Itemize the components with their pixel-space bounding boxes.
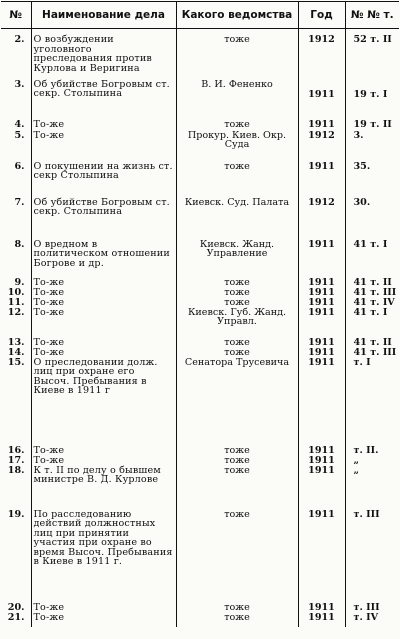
volume: 19 т. II — [345, 120, 399, 131]
year: 1911 — [298, 156, 345, 192]
volume: 41 т. III — [345, 288, 399, 298]
volume: „ — [345, 466, 399, 504]
department: тоже — [176, 120, 298, 131]
year: 1911 — [298, 288, 345, 298]
table-row — [1, 272, 399, 288]
table-row — [1, 80, 399, 120]
volume: т. III — [345, 504, 399, 603]
row-number: 10. — [7, 286, 25, 298]
department: Киевск. Губ. Жанд. Управл. — [176, 308, 298, 338]
case-list-table — [1, 1, 399, 627]
header-row — [1, 2, 399, 29]
case-title: О преследовании долж. лиц при охране его Высоч. Пребывания в Киеве в 1911 г — [31, 358, 176, 446]
row-number: 15. — [7, 356, 25, 368]
table-row — [1, 29, 399, 80]
case-title: О вредном в политическом отношении Богрове и др. — [31, 234, 176, 272]
department: тоже — [176, 288, 298, 298]
row-number: 20. — [7, 601, 25, 613]
volume: т. I — [345, 358, 399, 446]
table-row — [1, 308, 399, 338]
volume: 41 т. III — [345, 348, 399, 358]
header-name: Наименование дела — [31, 2, 176, 29]
row-number: 19. — [7, 508, 25, 520]
table-row — [1, 603, 399, 613]
year: 1911 — [298, 272, 345, 288]
table-row — [1, 298, 399, 308]
table-row — [1, 466, 399, 504]
department: Киевск. Суд. Палата — [176, 192, 298, 234]
volume: т. II. — [345, 446, 399, 456]
row-number: 7. — [14, 196, 25, 208]
department: Сенатора Трусевича — [176, 358, 298, 446]
row-number: 4. — [14, 118, 25, 130]
year: 1911 — [298, 348, 345, 358]
department: тоже — [176, 603, 298, 613]
year: 1911 — [298, 298, 345, 308]
department: тоже — [176, 446, 298, 456]
volume: 35. — [345, 156, 399, 192]
row-number: 18. — [7, 464, 25, 476]
year: 1912 — [298, 192, 345, 234]
table-row — [1, 192, 399, 234]
year: 1911 — [298, 80, 345, 120]
case-title: То-же — [31, 338, 176, 348]
department: тоже — [176, 298, 298, 308]
volume: т. IV — [345, 613, 399, 627]
department: тоже — [176, 156, 298, 192]
case-rows — [1, 29, 399, 627]
case-title: То-же — [31, 603, 176, 613]
year: 1912 — [298, 29, 345, 80]
department: тоже — [176, 338, 298, 348]
table-row — [1, 131, 399, 156]
department: тоже — [176, 466, 298, 504]
volume: 19 т. I — [345, 80, 399, 120]
row-number: 17. — [7, 454, 25, 466]
case-title: То-же — [31, 348, 176, 358]
year: 1911 — [298, 234, 345, 272]
volume: 30. — [345, 192, 399, 234]
volume: 41 т. IV — [345, 298, 399, 308]
department: тоже — [176, 613, 298, 627]
case-title: Об убийстве Богровым ст. секр. Столыпина — [31, 192, 176, 234]
volume: 41 т. II — [345, 338, 399, 348]
table-row — [1, 358, 399, 446]
table-row — [1, 120, 399, 131]
volume: „ — [345, 456, 399, 466]
row-number: 9. — [14, 276, 25, 288]
year: 1911 — [298, 120, 345, 131]
year: 1911 — [298, 504, 345, 603]
department: тоже — [176, 504, 298, 603]
case-title: О возбуждении уголовного преследования против Курлова и Веригина — [31, 29, 176, 80]
case-title: То-же — [31, 613, 176, 627]
volume: 41 т. II — [345, 272, 399, 288]
year: 1911 — [298, 446, 345, 456]
case-title: То-же — [31, 120, 176, 131]
case-title: То-же — [31, 308, 176, 338]
year: 1911 — [298, 613, 345, 627]
row-number: 12. — [7, 306, 25, 318]
header-year: Год — [298, 2, 345, 29]
department: Прокур. Киев. Окр. Суда — [176, 131, 298, 156]
table-row — [1, 348, 399, 358]
row-number: 3. — [14, 78, 25, 90]
row-number: 11. — [7, 296, 25, 308]
year: 1911 — [298, 338, 345, 348]
case-title: По расследованию действий должностных лиц при принятии участия при охране во время Высоч. Пребывания в Киеве в 1911 г. — [31, 504, 176, 603]
case-title: То-же — [31, 456, 176, 466]
header-vol: № № т. — [345, 2, 399, 29]
table-row — [1, 504, 399, 603]
row-number: 21. — [7, 611, 25, 623]
case-title: То-же — [31, 272, 176, 288]
year: 1911 — [298, 603, 345, 613]
case-title: То-же — [31, 446, 176, 456]
volume: 41 т. I — [345, 234, 399, 272]
header-no: № — [1, 2, 31, 29]
department: тоже — [176, 29, 298, 80]
row-number: 5. — [14, 129, 25, 141]
year: 1912 — [298, 131, 345, 156]
department: тоже — [176, 456, 298, 466]
volume: т. III — [345, 603, 399, 613]
table-row — [1, 288, 399, 298]
year: 1911 — [298, 358, 345, 446]
table-row — [1, 613, 399, 627]
volume: 52 т. II — [345, 29, 399, 80]
table-row — [1, 456, 399, 466]
department: тоже — [176, 348, 298, 358]
department: тоже — [176, 272, 298, 288]
volume: 3. — [345, 131, 399, 156]
department: Киевск. Жанд. Управление — [176, 234, 298, 272]
row-number: 2. — [14, 34, 25, 45]
header-dept: Какого ведомства — [176, 2, 298, 29]
case-title: Об убийстве Богровым ст. секр. Столыпина — [31, 80, 176, 120]
case-title: О покушении на жизнь ст. секр Столыпина — [31, 156, 176, 192]
year: 1911 — [298, 456, 345, 466]
row-number: 8. — [14, 238, 25, 250]
row-number: 14. — [7, 346, 25, 358]
table-row — [1, 446, 399, 456]
row-number: 6. — [14, 160, 25, 172]
case-title: То-же — [31, 131, 176, 156]
case-title: К т. II по делу о бывшем министре В. Д. Курлове — [31, 466, 176, 504]
row-number: 13. — [7, 336, 25, 348]
table-row — [1, 234, 399, 272]
table-row — [1, 156, 399, 192]
row-number: 16. — [7, 444, 25, 456]
table-row — [1, 338, 399, 348]
case-title: То-же — [31, 288, 176, 298]
department: В. И. Фененко — [176, 80, 298, 120]
year: 1911 — [298, 466, 345, 504]
volume: 41 т. I — [345, 308, 399, 338]
case-title: То-же — [31, 298, 176, 308]
year: 1911 — [298, 308, 345, 338]
